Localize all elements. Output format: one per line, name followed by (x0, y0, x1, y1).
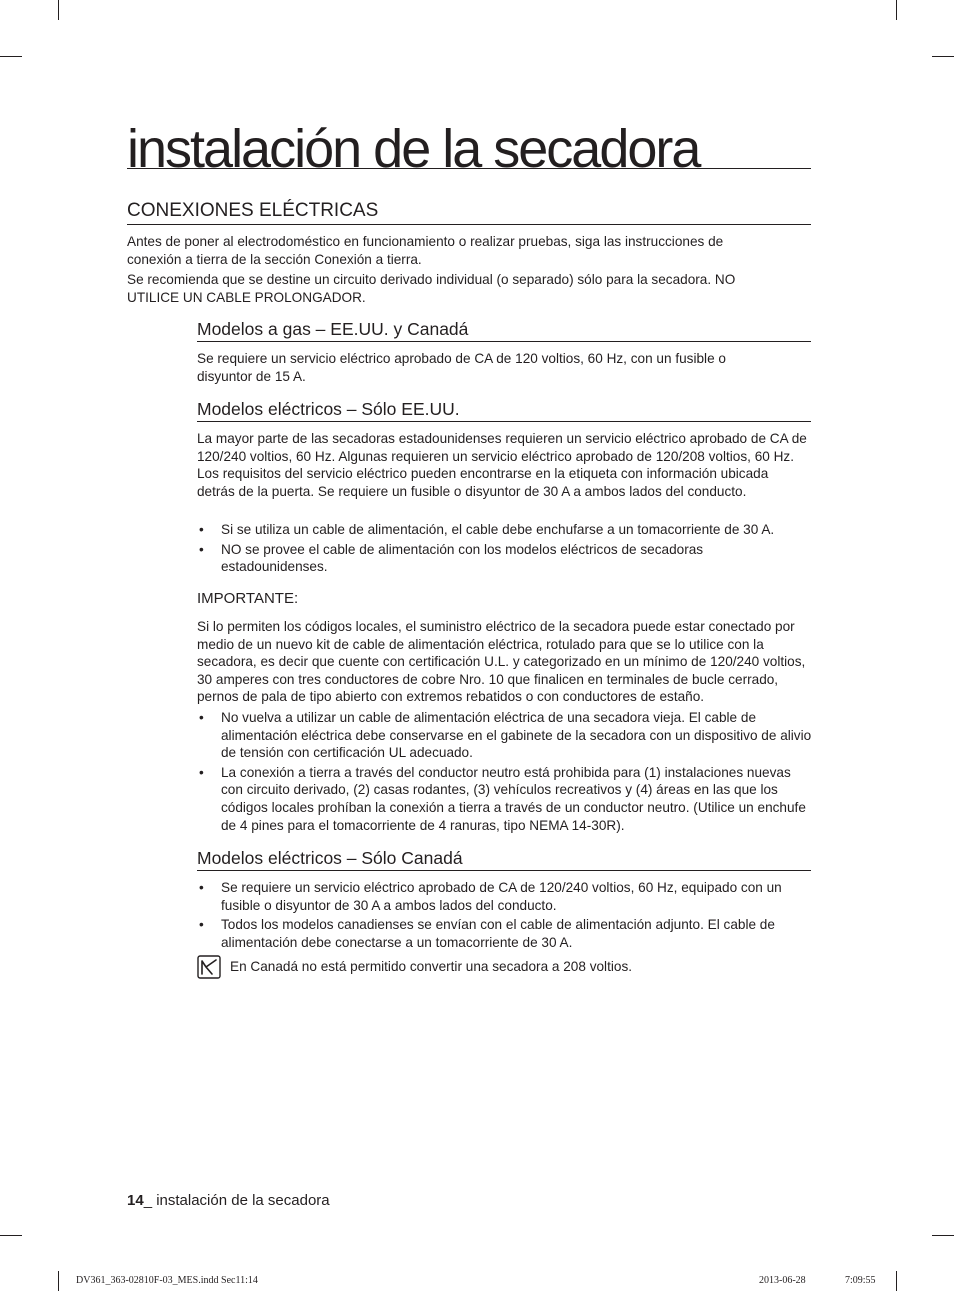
slug-date: 2013-06-28 (759, 1275, 806, 1286)
gas-models-text: Se requiere un servicio eléctrico aprobado de CA de 120 voltios, 60 Hz, con un fusible o disyuntor de 15 A. (197, 351, 726, 384)
intro-paragraph-2: Se recomienda que se destine un circuito derivado individual (o separado) sólo para la secadora. NO UTILICE UN CABLE PROLONGADOR. (127, 272, 736, 305)
list-item: • Se requiere un servicio eléctrico aprobado de CA de 120/240 voltios, 60 Hz, equipado con un fusible o disyuntor de 30 A a ambos lados del conducto. (197, 879, 813, 914)
important-heading: IMPORTANTE: (197, 590, 299, 607)
crop-mark (58, 0, 59, 20)
list-item: • Si se utiliza un cable de alimentación, el cable debe enchufarse a un tomacorriente de 30 A. (197, 521, 813, 539)
usa-models-text: La mayor parte de las secadoras estadounidenses requieren un servicio eléctrico aprobado de CA de 120/240 voltios, 60 Hz. Algunas requieren un servicio eléctrico aprobado de 120/208 voltios, 60 Hz. Los requisitos del servicio eléctrico pueden encontrarse en la etiqueta con información ubicada detrás de la puerta. Se requiere un fusible o disyuntor de 30 A a ambos lados del conducto. (197, 431, 807, 499)
note-icon (197, 955, 221, 979)
crop-mark (932, 1235, 954, 1236)
intro-paragraph-1: Antes de poner al electrodoméstico en funcionamiento o realizar pruebas, siga las instrucciones de conexión a tierra de la sección Conexión a tierra. (127, 234, 724, 267)
crop-mark (896, 0, 897, 20)
list-item: • NO se provee el cable de alimentación con los modelos eléctricos de secadoras estadounidenses. (197, 541, 813, 576)
page-footer (127, 1192, 330, 1210)
list-item: • No vuelva a utilizar un cable de alimentación eléctrica de una secadora vieja. El cable de alimentación eléctrica debe conservarse en el gabinete de la secadora con un dispositivo de alivio de tensión con certificación UL adecuado. (197, 709, 813, 762)
canada-models-heading: Modelos eléctricos – Sólo Canadá (197, 847, 811, 871)
list-item: • La conexión a tierra a través del conductor neutro está prohibida para (1) instalaciones nuevas con circuito derivado, (2) casas rodantes, (3) vehículos recreativos y (4) áreas en las que los códigos locales prohíban la conexión a tierra a través de un conductor neutro. (Utilice un enchufe de 4 pines para el tomacorriente de 4 ranuras, tipo NEMA 14-30R). (197, 764, 813, 834)
footer-text: _ instalación de la secadora (143, 1192, 330, 1209)
slug-file-info: DV361_363-02810F-03_MES.indd Sec11:14 (76, 1275, 258, 1286)
list-item: • Todos los modelos canadienses se envían con el cable de alimentación adjunto. El cable de alimentación debe conectarse a un tomacorriente de 30 A. (197, 916, 813, 951)
important-bullet-list (197, 709, 813, 836)
note-text: En Canadá no está permitido convertir una secadora a 208 voltios. (230, 959, 633, 974)
crop-mark (0, 56, 22, 57)
page-title: instalación de la secadora (127, 118, 811, 169)
canada-bullet-list (197, 879, 813, 953)
crop-mark (932, 56, 954, 57)
usa-bullet-list (197, 521, 813, 578)
page-number: 14 (127, 1192, 144, 1209)
crop-mark (58, 1271, 59, 1291)
important-text: Si lo permiten los códigos locales, el suministro eléctrico de la secadora puede estar conectado por medio de un nuevo kit de cable de alimentación eléctrica, rotulado para que se lo utilice con la secadora, es decir que cuente con certificación U.L. y categorizado en un mínimo de 120/240 voltios, 30 amperes con tres conductores de cobre Nro. 10 que finalicen en terminales de bucle cerrado, pernos de pala de tipo abierto con extremos rebatidos o con conductores de estaño. (197, 619, 806, 705)
slug-time: 7:09:55 (845, 1275, 876, 1286)
crop-mark (0, 1235, 22, 1236)
gas-models-heading: Modelos a gas – EE.UU. y Canadá (197, 318, 811, 342)
crop-mark (896, 1271, 897, 1291)
section-title: CONEXIONES ELÉCTRICAS (127, 199, 811, 225)
usa-models-heading: Modelos eléctricos – Sólo EE.UU. (197, 398, 811, 422)
